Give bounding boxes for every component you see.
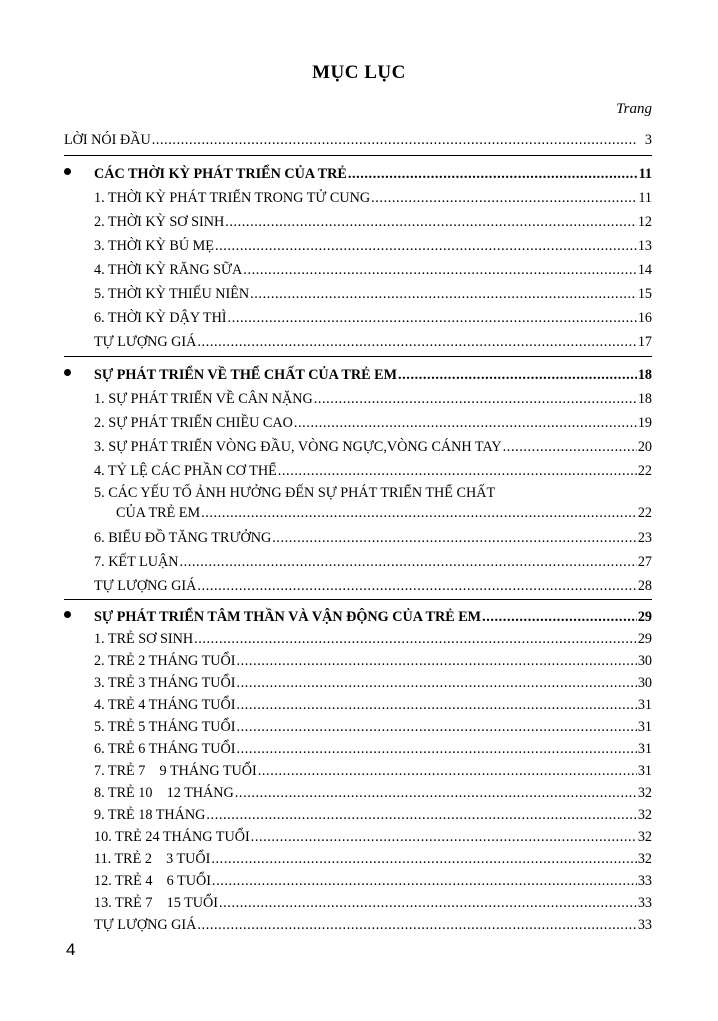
toc-entry-page: 22 [637,505,652,521]
dot-leader [236,719,636,735]
bullet-icon [64,369,71,376]
toc-section-3[interactable] [94,607,652,625]
toc-entry[interactable] [94,893,652,911]
toc-entry-page: 28 [637,578,652,594]
toc-entry-text: 6. THỜI KỲ DẬY THÌ [94,310,227,326]
toc-entry-text: 7. KẾT LUẬN [94,554,179,570]
dot-leader [272,530,637,546]
toc-entry-page: 32 [637,807,652,823]
toc-entry-page: 17 [637,334,652,350]
toc-entry-text: 8. TRẺ 10 12 THÁNG [94,785,234,801]
toc-entry-page: 31 [637,719,652,735]
dot-leader [211,851,636,867]
dot-leader [236,741,636,757]
toc-entry[interactable] [94,437,652,455]
toc-entry-page: 32 [637,851,652,867]
toc-entry[interactable] [94,871,652,889]
toc-entry-text: 2. TRẺ 2 THÁNG TUỔI [94,653,236,669]
toc-entry-page: 3 [644,132,652,148]
toc-entry-text: LỜI NÓI ĐẦU [64,132,151,148]
toc-entry[interactable] [94,188,652,206]
dot-leader [152,132,637,148]
toc-entry-text: 12. TRẺ 4 6 TUỔI [94,873,211,889]
dot-leader [250,286,637,302]
toc-entry-page: 33 [637,917,652,933]
dot-leader [206,807,636,823]
toc-entry-page: 12 [637,214,652,230]
toc-section-2[interactable] [94,365,652,383]
toc-entry-page: 32 [637,829,652,845]
toc-entry-page: 13 [637,238,652,254]
toc-entry-page: 22 [637,463,652,479]
dot-leader [197,578,636,594]
toc-entry-continuation: CỦA TRẺ EM [116,505,201,521]
toc-entry[interactable] [94,651,652,669]
dot-leader [219,895,637,911]
toc-entry-intro[interactable] [64,130,652,148]
toc-entry[interactable] [94,552,652,570]
toc-entry-text: 11. TRẺ 2 3 TUỔI [94,851,211,867]
bullet-icon [64,611,71,618]
dot-leader [225,214,637,230]
toc-entry-text: 5. TRẺ 5 THÁNG TUỔI [94,719,236,735]
dot-leader [194,631,637,647]
toc-section-title: CÁC THỜI KỲ PHÁT TRIỂN CỦA TRẺ [94,166,347,182]
dot-leader [251,829,637,845]
toc-entry-text: 2. THỜI KỲ SƠ SINH [94,214,225,230]
toc-entry-text: 1. THỜI KỲ PHÁT TRIỂN TRONG TỬ CUNG [94,190,371,206]
toc-entry[interactable] [94,332,652,350]
dot-leader [197,334,636,350]
toc-entry-page: 33 [637,895,652,911]
toc-entry-page: 30 [637,675,652,691]
dot-leader [398,367,637,383]
toc-entry[interactable] [94,673,652,691]
dot-leader [235,785,637,801]
toc-section-page: 29 [637,609,652,625]
toc-entry-page: 33 [637,873,652,889]
toc-entry-page: 20 [637,439,652,455]
toc-entry-text: 6. BIỂU ĐỒ TĂNG TRƯỞNG [94,530,272,546]
toc-entry-page: 31 [637,741,652,757]
page-number: 4 [66,940,76,959]
toc-section-title: SỰ PHÁT TRIỂN TÂM THẦN VÀ VẬN ĐỘNG CỦA TRẺ EM [94,609,482,625]
toc-entry[interactable] [94,827,652,845]
toc-entry[interactable] [94,783,652,801]
toc-entry-text: 4. THỜI KỲ RĂNG SỮA [94,262,243,278]
toc-entry[interactable] [94,629,652,647]
toc-entry-page: 23 [637,530,652,546]
toc-entry-page: 31 [637,763,652,779]
toc-entry-text: 6. TRẺ 6 THÁNG TUỔI [94,741,236,757]
toc-entry-text: 2. SỰ PHÁT TRIỂN CHIỀU CAO [94,415,293,431]
toc-entry-page: 31 [637,697,652,713]
toc-entry-text: 13. TRẺ 7 15 TUỔI [94,895,219,911]
separator-line [64,356,652,357]
toc-entry[interactable] [94,761,652,779]
toc-entry-page: 30 [637,653,652,669]
toc-entry[interactable] [94,260,652,278]
toc-entry-text: TỰ LƯỢNG GIÁ [94,578,197,594]
toc-entry[interactable] [94,805,652,823]
toc-entry-page: 11 [638,190,652,206]
toc-section-title: SỰ PHÁT TRIỂN VỀ THỂ CHẤT CỦA TRẺ EM [94,367,398,383]
toc-section-page: 18 [637,367,652,383]
dot-leader [236,653,636,669]
dot-leader [278,463,637,479]
toc-entry-text: TỰ LƯỢNG GIÁ [94,917,197,933]
toc-entry-text: 3. TRẺ 3 THÁNG TUỔI [94,675,236,691]
toc-entry[interactable] [94,915,652,933]
dot-leader [294,415,637,431]
toc-entry-page: 29 [637,631,652,647]
dot-leader [201,505,637,521]
toc-entry[interactable] [94,284,652,302]
dot-leader [482,609,637,625]
dot-leader [179,554,636,570]
separator-line [64,155,652,156]
toc-entry-text: 5. THỜI KỲ THIẾU NIÊN [94,286,250,302]
toc-entry-text: 7. TRẺ 7 9 THÁNG TUỔI [94,763,257,779]
toc-entry-page: 19 [637,415,652,431]
toc-entry-text: 10. TRẺ 24 THÁNG TUỔI [94,829,250,845]
toc-entry-text: 9. TRẺ 18 THÁNG [94,807,206,823]
bullet-icon [64,168,71,175]
toc-entry[interactable] [94,849,652,867]
toc-entry[interactable] [94,413,652,431]
toc-entry-text-line1: 5. CÁC YẾU TỐ ẢNH HƯỞNG ĐẾN SỰ PHÁT TRIỂN THỂ CHẤT [94,485,496,501]
dot-leader [503,439,637,455]
toc-entry[interactable] [116,503,652,521]
toc-entry-text: TỰ LƯỢNG GIÁ [94,334,197,350]
dot-leader [215,238,637,254]
dot-leader [236,697,636,713]
toc-entry[interactable] [94,695,652,713]
toc-entry[interactable] [94,528,652,546]
dot-leader [236,675,636,691]
separator-line [64,599,652,600]
toc-entry[interactable] [94,576,652,594]
trang-label: Trang [616,101,652,117]
toc-entry-page: 18 [637,391,652,407]
dot-leader [228,310,637,326]
dot-leader [371,190,637,206]
toc-entry-text: 1. SỰ PHÁT TRIỂN VỀ CÂN NẶNG [94,391,313,407]
toc-entry[interactable] [94,389,652,407]
toc-entry-text: 3. THỜI KỲ BÚ MẸ [94,238,214,254]
toc-entry-text: 3. SỰ PHÁT TRIỂN VÒNG ĐẦU, VÒNG NGỰC,VÒNG CÁNH TAY [94,439,502,455]
toc-entry-text: 4. TỶ LỆ CÁC PHẦN CƠ THỂ [94,463,277,479]
toc-entry[interactable] [94,212,652,230]
toc-section-page: 11 [638,166,652,182]
toc-section-1[interactable] [94,164,652,182]
dot-leader [258,763,637,779]
toc-entry[interactable] [94,461,652,479]
toc-entry[interactable] [94,717,652,735]
dot-leader [243,262,637,278]
dot-leader [197,917,636,933]
toc-entry-page: 15 [637,286,652,302]
toc-entry-text: 4. TRẺ 4 THÁNG TUỔI [94,697,236,713]
page-title: MỤC LỤC [312,62,406,83]
dot-leader [314,391,637,407]
toc-entry[interactable] [94,236,652,254]
toc-entry-text: 1. TRẺ SƠ SINH [94,631,194,647]
toc-entry-page: 14 [637,262,652,278]
toc-entry-page: 27 [637,554,652,570]
toc-entry[interactable] [94,739,652,757]
toc-entry-page: 16 [637,310,652,326]
toc-entry-page: 32 [637,785,652,801]
dot-leader [348,166,637,182]
toc-entry[interactable] [94,308,652,326]
dot-leader [212,873,637,889]
